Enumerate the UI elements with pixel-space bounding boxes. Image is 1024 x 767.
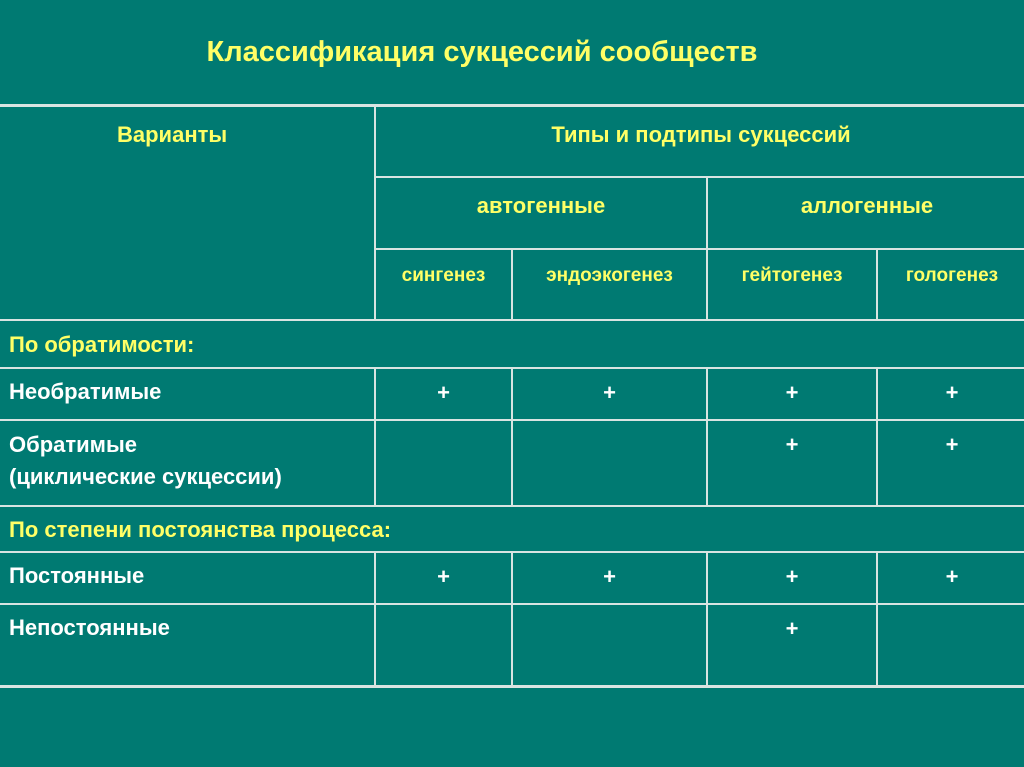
mark-cell bbox=[877, 552, 1024, 604]
table-row bbox=[0, 552, 1024, 604]
mark: + bbox=[785, 432, 799, 457]
row-label-line: Обратимые bbox=[9, 432, 137, 457]
header-subtype-syngenesis bbox=[375, 249, 512, 320]
mark: + bbox=[945, 432, 959, 457]
header-autogenic-label: автогенные bbox=[476, 193, 606, 218]
section-title bbox=[0, 320, 1024, 368]
header-allogenic bbox=[707, 177, 1024, 249]
mark: + bbox=[437, 564, 450, 589]
slide-title: Классификация сукцессий сообществ bbox=[206, 35, 758, 68]
mark-cell bbox=[877, 604, 1024, 688]
mark: + bbox=[945, 380, 959, 405]
mark: + bbox=[603, 564, 616, 589]
row-label-text bbox=[9, 421, 374, 493]
mark-cell bbox=[375, 368, 512, 420]
mark-cell bbox=[375, 552, 512, 604]
mark: + bbox=[785, 564, 799, 589]
section-row-constancy bbox=[0, 506, 1024, 552]
header-subtype-heitogenesis bbox=[707, 249, 877, 320]
row-label bbox=[0, 420, 375, 506]
mark-cell bbox=[512, 552, 707, 604]
header-autogenic bbox=[375, 177, 707, 249]
mark: + bbox=[603, 380, 616, 405]
mark-cell bbox=[375, 420, 512, 506]
mark: + bbox=[437, 380, 450, 405]
section-row-reversibility bbox=[0, 320, 1024, 368]
mark-cell bbox=[877, 420, 1024, 506]
header-types bbox=[375, 107, 1024, 177]
header-allogenic-label: аллогенные bbox=[800, 193, 934, 218]
mark bbox=[376, 421, 511, 429]
mark: + bbox=[785, 616, 799, 641]
mark-cell bbox=[512, 368, 707, 420]
row-label-text: Непостоянные bbox=[9, 615, 170, 640]
mark-cell bbox=[707, 368, 877, 420]
mark: + bbox=[785, 380, 799, 405]
header-variants-label: Варианты bbox=[117, 122, 228, 147]
table-row bbox=[0, 368, 1024, 420]
succession-table-wrapper bbox=[0, 104, 1024, 688]
subtype-label: гейтогенез bbox=[741, 265, 843, 286]
row-label-text: Необратимые bbox=[9, 379, 162, 404]
header-subtype-hologenesis bbox=[877, 249, 1024, 320]
mark bbox=[513, 421, 706, 429]
row-label bbox=[0, 552, 375, 604]
succession-classification-table bbox=[0, 107, 1024, 688]
section-title-label: По степени постоянства процесса: bbox=[9, 517, 392, 542]
mark-cell bbox=[512, 420, 707, 506]
mark-cell bbox=[707, 420, 877, 506]
mark-cell bbox=[707, 604, 877, 688]
subtype-label: сингенез bbox=[401, 265, 486, 286]
table-row bbox=[0, 420, 1024, 506]
mark bbox=[878, 605, 1024, 613]
mark: + bbox=[945, 564, 959, 589]
row-label-line: (циклические сукцессии) bbox=[9, 464, 282, 489]
row-label-text: Постоянные bbox=[9, 563, 145, 588]
mark bbox=[376, 605, 511, 613]
mark-cell bbox=[707, 552, 877, 604]
mark-cell bbox=[877, 368, 1024, 420]
section-title-label: По обратимости: bbox=[9, 332, 195, 357]
section-title bbox=[0, 506, 1024, 552]
mark bbox=[513, 605, 706, 613]
row-label bbox=[0, 604, 375, 688]
mark-cell bbox=[375, 604, 512, 688]
row-label bbox=[0, 368, 375, 420]
subtype-label: эндоэкогенез bbox=[546, 265, 673, 286]
mark-cell bbox=[512, 604, 707, 688]
header-row-types bbox=[0, 107, 1024, 177]
subtype-label: гологенез bbox=[905, 265, 999, 286]
header-subtype-endoecogenesis bbox=[512, 249, 707, 320]
header-variants bbox=[0, 107, 375, 320]
header-types-label: Типы и подтипы сукцессий bbox=[551, 122, 851, 147]
table-row bbox=[0, 604, 1024, 688]
